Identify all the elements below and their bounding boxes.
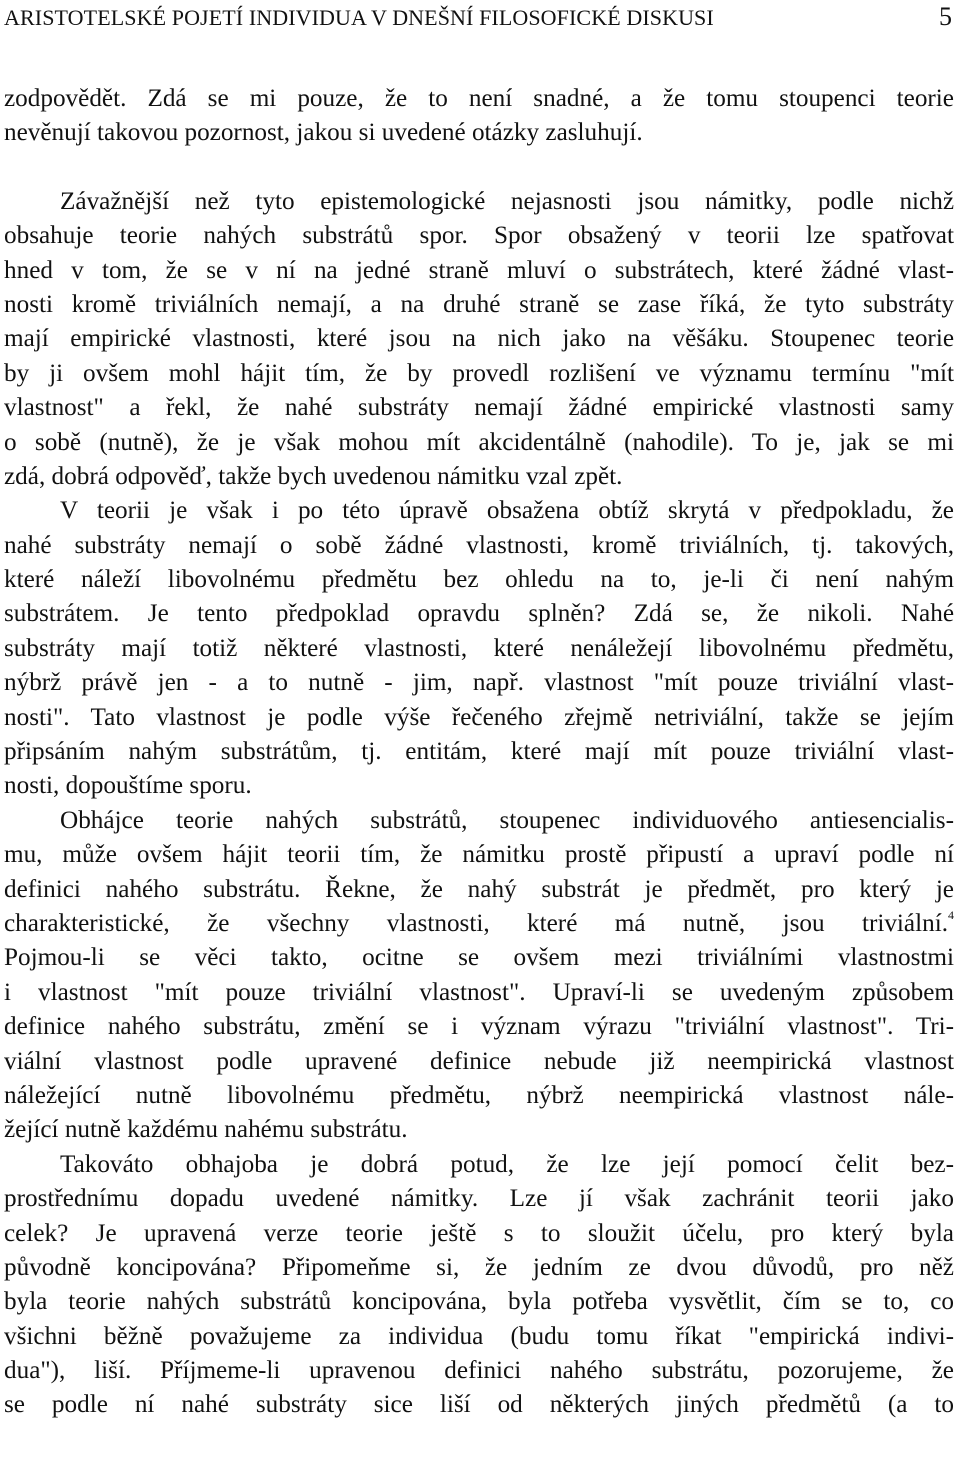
text-line: nevěnují takovou pozornost, jakou si uvedené otázky zasluhují. xyxy=(4,119,643,147)
text-line: které náleží libovolnému předmětu bez ohledu na to, je-li či není nahým xyxy=(4,566,954,594)
paragraph xyxy=(4,82,954,151)
text-line: vlastnost" a řekl, že nahé substráty nemají žádné empirické vlastnosti samy xyxy=(4,394,954,422)
paragraph xyxy=(4,494,954,804)
text-line-content: charakteristické, že všechny vlastnosti, které má nutně, jsou triviální. xyxy=(4,909,948,937)
text-line-with-footnote xyxy=(4,907,954,941)
text-line: Pojmou-li se věci takto, ocitne se ovšem mezi triviálními vlastnostmi xyxy=(4,944,954,972)
page-number: 5 xyxy=(939,2,952,31)
text-line: mají empirické vlastnosti, které jsou na nich jako na věšáku. Stoupenec teorie xyxy=(4,325,954,353)
paragraph xyxy=(4,1148,954,1423)
text-line: viální vlastnost podle upravené definice nebude již neempirická vlastnost xyxy=(4,1047,954,1075)
text-line: zodpovědět. Zdá se mi pouze, že to není snadné, a že tomu stoupenci teorie xyxy=(4,85,954,112)
text-line: Takováto obhajoba je dobrá potud, že lze její pomocí čelit bez- xyxy=(60,1150,954,1178)
running-title: ARISTOTELSKÉ POJETÍ INDIVIDUA V DNEŠNÍ FILOSOFICKÉ DISKUSI xyxy=(4,5,714,30)
text-line: obsahuje teorie nahých substrátů spor. Spor obsažený v teorii lze spatřovat xyxy=(4,222,954,250)
text-line: se podle ní nahé substráty sice liší od některých jiných předmětů (a to xyxy=(4,1391,954,1419)
running-header xyxy=(4,2,952,36)
text-line: substráty mají totiž některé vlastnosti, které nenáležejí libovolnému předmětu, xyxy=(4,634,954,662)
text-line: prostřednímu dopadu uvedené námitky. Lze jí však zachránit teorii jako xyxy=(4,1185,954,1213)
text-line: hned v tom, že se v ní na jedné straně mluví o substrátech, které žádné vlast- xyxy=(4,256,954,284)
text-line: by ji ovšem mohl hájit tím, že by provedl rozlišení ve významu termínu "mít xyxy=(4,359,954,387)
footnote-marker[interactable]: 4 xyxy=(948,907,954,922)
text-line: nosti kromě triviálních nemají, a na druhé straně se zase říká, že tyto substráty xyxy=(4,290,954,318)
text-line: nahé substráty nemají o sobě žádné vlastnosti, kromě triviálních, tj. takových, xyxy=(4,531,954,559)
text-line: definici nahého substrátu. Řekne, že nahý substrát je předmět, pro který je xyxy=(4,875,954,903)
text-line: byla teorie nahých substrátů koncipována, byla potřeba vysvětlit, čím se to, co xyxy=(4,1288,954,1316)
text-line: původně koncipována? Připomeňme si, že jedním ze dvou důvodů, pro něž xyxy=(4,1253,954,1281)
paragraph-gap xyxy=(4,151,954,185)
text-line: V teorii je však i po této úpravě obsažena obtíž skrytá v předpokladu, že xyxy=(60,497,954,525)
text-line: všichni běžně považujeme za individua (budu tomu říkat "empirická indivi- xyxy=(4,1322,954,1350)
text-line: substrátem. Je tento předpoklad opravdu splněn? Zdá se, že nikoli. Nahé xyxy=(4,600,954,628)
text-line: nýbrž právě jen - a to nutně - jim, např. vlastnost "mít pouze triviální vlast- xyxy=(4,669,954,697)
text-line: nosti, dopouštíme sporu. xyxy=(4,772,252,800)
text-line: mu, může ovšem hájit teorii tím, že námitku prostě připustí a upraví podle ní xyxy=(4,841,954,869)
text-line: definice nahého substrátu, změní se i význam výrazu "triviální vlastnost". Tri- xyxy=(4,1013,954,1041)
body-text xyxy=(4,82,954,1423)
paragraph xyxy=(4,804,954,1148)
text-line: celek? Je upravená verze teorie ještě s to sloužit účelu, pro který byla xyxy=(4,1219,954,1247)
text-line: zdá, dobrá odpověď, takže bych uvedenou námitku vzal zpět. xyxy=(4,462,623,490)
text-line: náležející nutně libovolnému předmětu, nýbrž neempirická vlastnost nále- xyxy=(4,1081,954,1109)
text-line: Závažnější než tyto epistemologické nejasnosti jsou námitky, podle nichž xyxy=(60,187,954,215)
text-line: i vlastnost "mít pouze triviální vlastnost". Upraví-li se uvedeným způsobem xyxy=(4,978,954,1006)
text-line: žející nutně každému nahému substrátu. xyxy=(4,1116,408,1144)
text-line: připsáním nahým substrátům, tj. entitám, které mají mít pouze triviální vlast- xyxy=(4,738,954,766)
text-line: o sobě (nutně), že je však mohou mít akcidentálně (nahodile). To je, jak se mi xyxy=(4,428,954,456)
paragraph xyxy=(4,185,954,495)
text-line: nosti". Tato vlastnost je podle výše řečeného zřejmě netriviální, takže se jejím xyxy=(4,703,954,731)
text-line: dua"), liší. Příjmeme-li upravenou definici nahého substrátu, pozorujeme, že xyxy=(4,1357,954,1385)
text-line: Obhájce teorie nahých substrátů, stoupenec individuového antiesencialis- xyxy=(60,806,954,834)
